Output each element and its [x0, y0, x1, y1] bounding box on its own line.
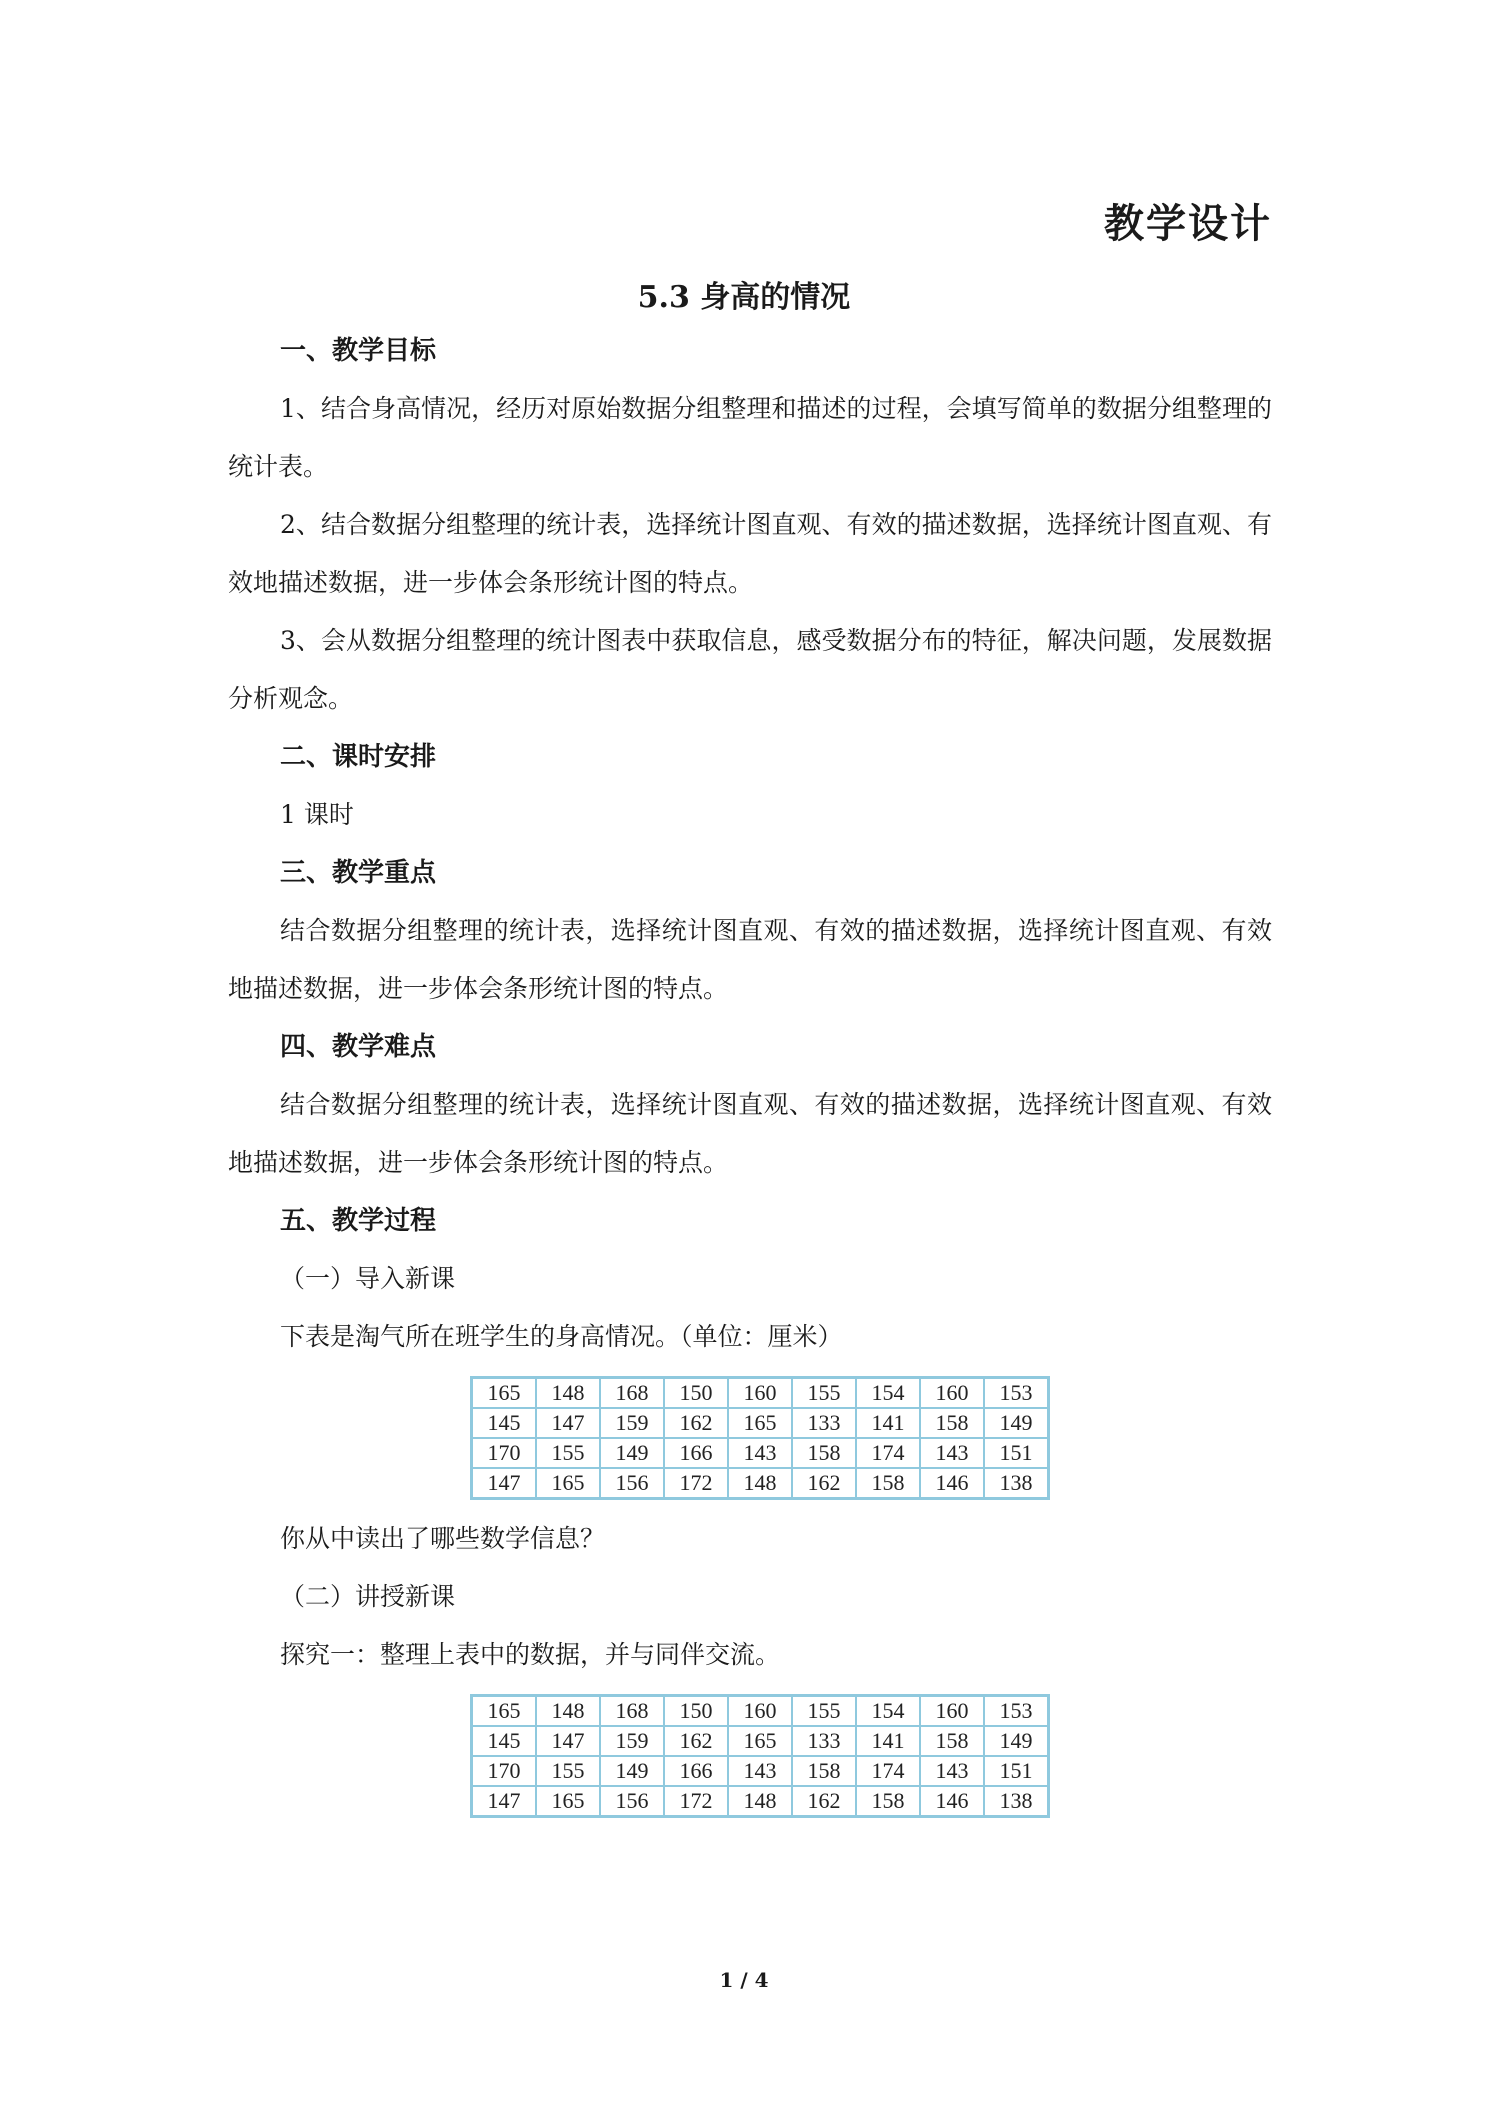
- table-cell: 155: [536, 1438, 600, 1468]
- height-table-1-wrapper: [228, 1366, 1272, 1510]
- lesson-title: 5.3 身高的情况: [637, 280, 851, 315]
- table-row: [472, 1726, 1049, 1756]
- table-cell: 168: [600, 1696, 664, 1727]
- table-row: [472, 1438, 1049, 1468]
- table-cell: 143: [920, 1438, 984, 1468]
- table-cell: 141: [856, 1726, 920, 1756]
- table-cell: 155: [792, 1378, 856, 1409]
- table-cell: 156: [600, 1468, 664, 1499]
- table-cell: 141: [856, 1408, 920, 1438]
- goal-item-2: 2、结合数据分组整理的统计表，选择统计图直观、有效的描述数据，选择统计图直观、有效地描述数据，进一步体会条形统计图的特点。: [228, 510, 1272, 597]
- table-cell: 162: [792, 1786, 856, 1817]
- difficulties-text: 结合数据分组整理的统计表，选择统计图直观、有效的描述数据，选择统计图直观、有效地描述数据，进一步体会条形统计图的特点。: [228, 1090, 1272, 1177]
- table-cell: 147: [472, 1786, 537, 1817]
- goal-item-3: 3、会从数据分组整理的统计图表中获取信息，感受数据分布的特征，解决问题，发展数据分析观念。: [228, 626, 1272, 713]
- height-table-2: [470, 1694, 1050, 1818]
- table-cell: 155: [792, 1696, 856, 1727]
- section-heading-schedule: 二、课时安排: [280, 742, 437, 772]
- height-table-1: [470, 1376, 1050, 1500]
- table-cell: 143: [728, 1756, 792, 1786]
- height-table-2-wrapper: [228, 1684, 1272, 1828]
- document-body: [228, 322, 1272, 1828]
- table-cell: 158: [792, 1756, 856, 1786]
- table-cell: 158: [920, 1408, 984, 1438]
- table-cell: 165: [728, 1408, 792, 1438]
- table-cell: 151: [984, 1438, 1049, 1468]
- table-cell: 150: [664, 1378, 728, 1409]
- section-heading-key-points: 三、教学重点: [280, 858, 437, 888]
- table-cell: 133: [792, 1408, 856, 1438]
- table-row: [472, 1696, 1049, 1727]
- table-cell: 165: [472, 1378, 537, 1409]
- table-cell: 143: [920, 1756, 984, 1786]
- table-cell: 150: [664, 1696, 728, 1727]
- schedule-text: 1 课时: [280, 800, 354, 829]
- section-heading-goals: 一、教学目标: [280, 336, 437, 366]
- table-cell: 148: [536, 1696, 600, 1727]
- table-cell: 174: [856, 1756, 920, 1786]
- table-cell: 158: [920, 1726, 984, 1756]
- table-cell: 160: [728, 1696, 792, 1727]
- table-cell: 166: [664, 1756, 728, 1786]
- table-cell: 172: [664, 1786, 728, 1817]
- table-cell: 165: [536, 1786, 600, 1817]
- table-cell: 148: [728, 1786, 792, 1817]
- table-row: [472, 1468, 1049, 1499]
- table-cell: 148: [536, 1378, 600, 1409]
- table-cell: 160: [920, 1378, 984, 1409]
- section-heading-difficulties: 四、教学难点: [280, 1032, 437, 1062]
- table-cell: 158: [792, 1438, 856, 1468]
- table-cell: 145: [472, 1726, 537, 1756]
- table-row: [472, 1786, 1049, 1817]
- table-cell: 149: [984, 1408, 1049, 1438]
- table-cell: 149: [600, 1756, 664, 1786]
- section-heading-process: 五、教学过程: [280, 1206, 437, 1236]
- table-cell: 158: [856, 1468, 920, 1499]
- table-cell: 160: [728, 1378, 792, 1409]
- table-cell: 155: [536, 1756, 600, 1786]
- table-cell: 154: [856, 1378, 920, 1409]
- process-part1-intro: 下表是淘气所在班学生的身高情况。（单位：厘米）: [280, 1322, 843, 1351]
- table-cell: 158: [856, 1786, 920, 1817]
- table-cell: 162: [664, 1726, 728, 1756]
- table-cell: 146: [920, 1786, 984, 1817]
- table-cell: 162: [792, 1468, 856, 1499]
- table-cell: 172: [664, 1468, 728, 1499]
- table-cell: 174: [856, 1438, 920, 1468]
- process-part2-title: （二）讲授新课: [280, 1582, 456, 1611]
- process-part2-intro: 探究一：整理上表中的数据，并与同伴交流。: [280, 1640, 781, 1669]
- table-cell: 149: [984, 1726, 1049, 1756]
- goal-item-1: 1、结合身高情况，经历对原始数据分组整理和描述的过程，会填写简单的数据分组整理的统计表。: [228, 394, 1272, 481]
- table-cell: 133: [792, 1726, 856, 1756]
- table-cell: 165: [728, 1726, 792, 1756]
- table-cell: 138: [984, 1468, 1049, 1499]
- key-points-text: 结合数据分组整理的统计表，选择统计图直观、有效的描述数据，选择统计图直观、有效地描述数据，进一步体会条形统计图的特点。: [228, 916, 1272, 1003]
- table-cell: 153: [984, 1696, 1049, 1727]
- document-title: 教学设计: [1104, 200, 1272, 247]
- table-cell: 151: [984, 1756, 1049, 1786]
- table-cell: 168: [600, 1378, 664, 1409]
- table-cell: 159: [600, 1726, 664, 1756]
- table-cell: 165: [472, 1696, 537, 1727]
- page-number: 1 / 4: [719, 1968, 769, 1992]
- table-cell: 149: [600, 1438, 664, 1468]
- table-cell: 162: [664, 1408, 728, 1438]
- table-row: [472, 1756, 1049, 1786]
- table-cell: 147: [472, 1468, 537, 1499]
- table-row: [472, 1408, 1049, 1438]
- table-cell: 154: [856, 1696, 920, 1727]
- table-cell: 170: [472, 1438, 537, 1468]
- table-row: [472, 1378, 1049, 1409]
- table-cell: 147: [536, 1408, 600, 1438]
- table-cell: 159: [600, 1408, 664, 1438]
- table-cell: 148: [728, 1468, 792, 1499]
- table-cell: 166: [664, 1438, 728, 1468]
- table-cell: 145: [472, 1408, 537, 1438]
- table-cell: 146: [920, 1468, 984, 1499]
- table-cell: 153: [984, 1378, 1049, 1409]
- table-cell: 147: [536, 1726, 600, 1756]
- process-part1-question: 你从中读出了哪些数学信息？: [280, 1524, 606, 1553]
- table-cell: 143: [728, 1438, 792, 1468]
- table-cell: 170: [472, 1756, 537, 1786]
- table-cell: 165: [536, 1468, 600, 1499]
- process-part1-title: （一）导入新课: [280, 1264, 456, 1293]
- table-cell: 160: [920, 1696, 984, 1727]
- table-cell: 156: [600, 1786, 664, 1817]
- table-cell: 138: [984, 1786, 1049, 1817]
